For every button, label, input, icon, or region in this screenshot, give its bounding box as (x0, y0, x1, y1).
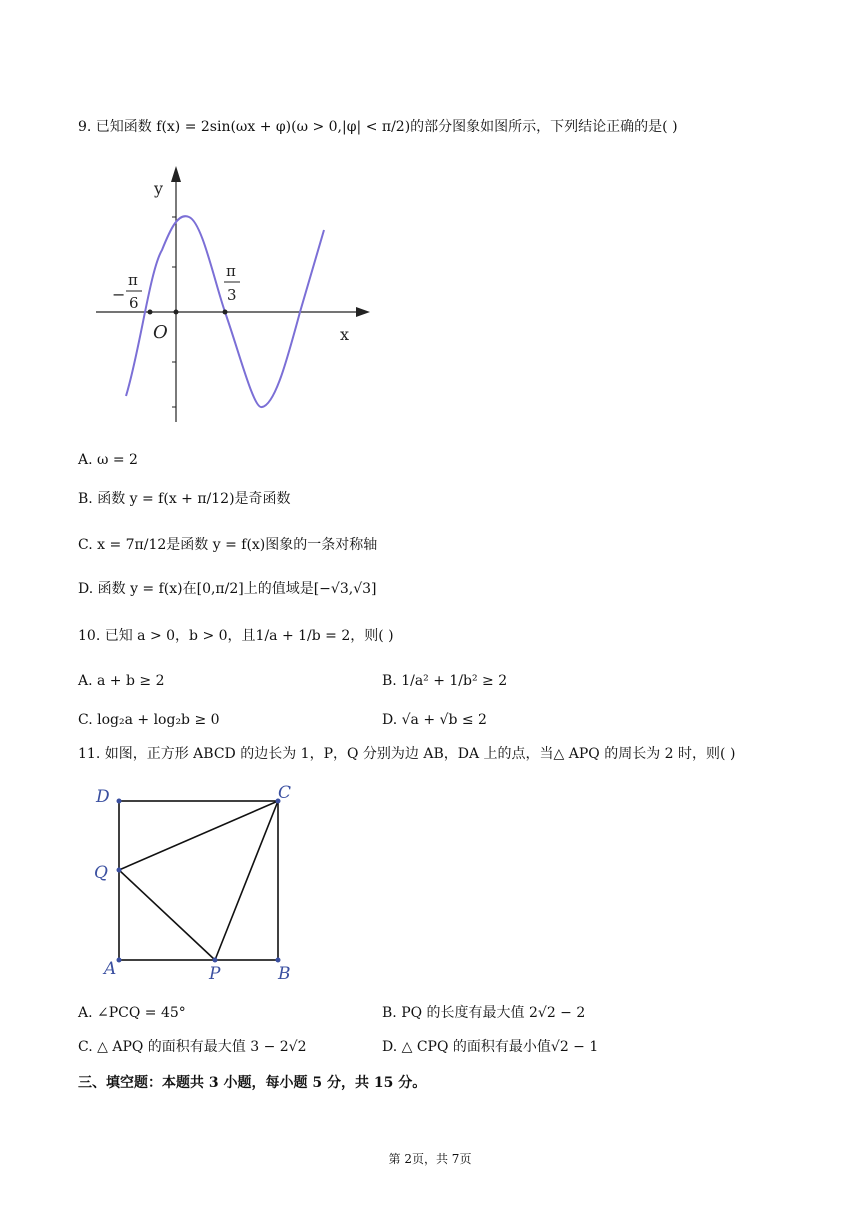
q10-stem: 10. 已知 a > 0，b > 0，且1/a + 1/b = 2，则( ) (78, 628, 394, 644)
q10-option-d: D. √a + √b ≤ 2 (382, 712, 487, 728)
pi3-num: π (226, 262, 236, 280)
pi3-den: 3 (227, 286, 237, 304)
segment-qp (119, 870, 215, 960)
q11-stem: 11. 如图，正方形 ABCD 的边长为 1，P，Q 分别为边 AB，DA 上的点，当△ APQ 的周长为 2 时，则( ) (78, 746, 736, 762)
origin-label: O (153, 322, 168, 343)
page-footer: 第 2页，共 7页 (388, 1152, 472, 1166)
point-neg-pi-6 (148, 310, 153, 315)
label-A: A (104, 959, 117, 979)
label-D: D (96, 787, 110, 807)
x-axis-arrow (356, 307, 370, 317)
q9-sine-graph (90, 160, 380, 430)
q11-option-d: D. △ CPQ 的面积有最小值√2 − 1 (382, 1039, 599, 1055)
x-label: x (340, 325, 350, 344)
label-Q: Q (94, 863, 108, 883)
q9-option-c: C. x = 7π/12是函数 y = f(x)图象的一条对称轴 (78, 537, 378, 553)
neg-sign: − (112, 285, 126, 304)
point-origin (174, 310, 179, 315)
point-pi-3 (223, 310, 228, 315)
square-abcd (119, 801, 278, 960)
q11-square-figure (92, 780, 302, 985)
q10-option-a: A. a + b ≥ 2 (78, 673, 165, 689)
label-P: P (209, 964, 221, 984)
q11-option-a: A. ∠PCQ = 45° (78, 1005, 186, 1021)
q11-option-c: C. △ APQ 的面积有最大值 3 − 2√2 (78, 1039, 307, 1055)
label-C: C (278, 783, 292, 803)
q9-stem: 9. 已知函数 f(x) = 2sin(ωx + φ)(ω > 0,|φ| < π/2)的部分图象如图所示，下列结论正确的是( ) (78, 119, 678, 135)
q9-option-a: A. ω = 2 (78, 452, 138, 468)
q11-option-b: B. PQ 的长度有最大值 2√2 − 2 (382, 1005, 586, 1021)
section-3-heading: 三、填空题：本题共 3 小题，每小题 5 分，共 15 分。 (78, 1075, 427, 1091)
neg-pi-num: π (128, 271, 138, 289)
q9-option-d: D. 函数 y = f(x)在[0,π/2]上的值域是[−√3,√3] (78, 581, 377, 597)
q9-option-b: B. 函数 y = f(x + π/12)是奇函数 (78, 491, 291, 507)
q10-option-b: B. 1/a² + 1/b² ≥ 2 (382, 673, 508, 689)
q10-option-c: C. log₂a + log₂b ≥ 0 (78, 712, 220, 728)
y-label: y (154, 179, 164, 198)
y-axis-arrow (171, 166, 181, 182)
label-B: B (278, 964, 291, 984)
neg-pi-den: 6 (129, 294, 139, 312)
